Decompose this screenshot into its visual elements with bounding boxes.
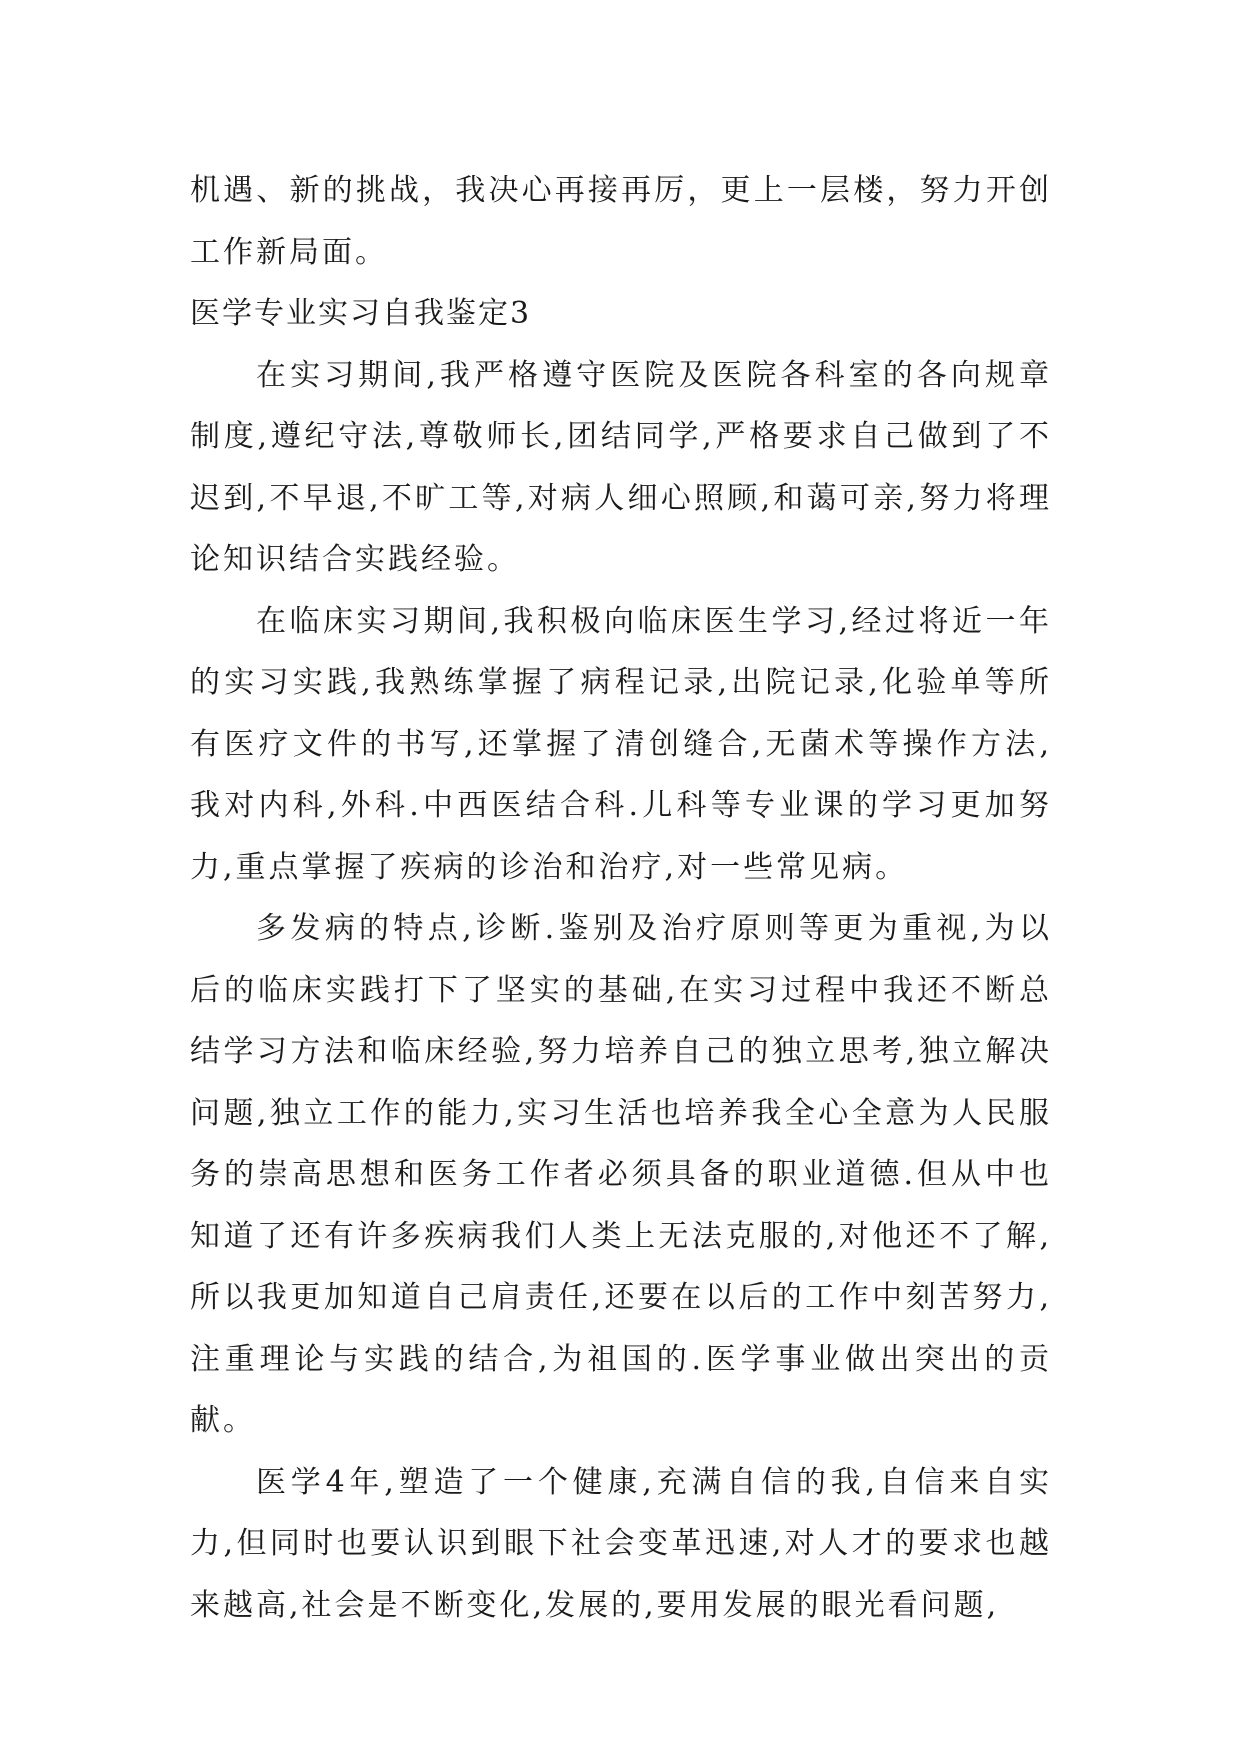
paragraph: 在临床实习期间,我积极向临床医生学习,经过将近一年的实习实践,我熟练掌握了病程记录,出院记录,化验单等所有医疗文件的书写,还掌握了清创缝合,无菌术等操作方法,我对内科,外科.中西医结合科.儿科等专业课的学习更加努力,重点掌握了疾病的诊治和治疗,对一些常见病。 (190, 603, 1052, 885)
paragraph-continuation: 机遇、新的挑战，我决心再接再厉，更上一层楼，努力开创工作新局面。 (190, 173, 1052, 270)
paragraph: 医学4年,塑造了一个健康,充满自信的我,自信来自实力,但同时也要认识到眼下社会变革迅速,对人才的要求也越来越高,社会是不断变化,发展的,要用发展的眼光看问题, (190, 1464, 1052, 1623)
paragraph: 多发病的特点,诊断.鉴别及治疗原则等更为重视,为以后的临床实践打下了坚实的基础,在实习过程中我还不断总结学习方法和临床经验,努力培养自己的独立思考,独立解决问题,独立工作的能力,实习生活也培养我全心全意为人民服务的崇高思想和医务工作者必须具备的职业道德.但从中也知道了还有许多疾病我们人类上无法克服的,对他还不了解,所以我更加知道自己肩责任,还要在以后的工作中刻苦努力,注重理论与实践的结合,为祖国的.医学事业做出突出的贡献。 (190, 911, 1052, 1438)
document-body (190, 160, 1052, 1636)
paragraph: 在实习期间,我严格遵守医院及医院各科室的各向规章制度,遵纪守法,尊敬师长,团结同学,严格要求自己做到了不迟到,不早退,不旷工等,对病人细心照顾,和蔼可亲,努力将理论知识结合实践经验。 (190, 357, 1052, 577)
section-heading: 医学专业实习自我鉴定3 (190, 296, 532, 331)
